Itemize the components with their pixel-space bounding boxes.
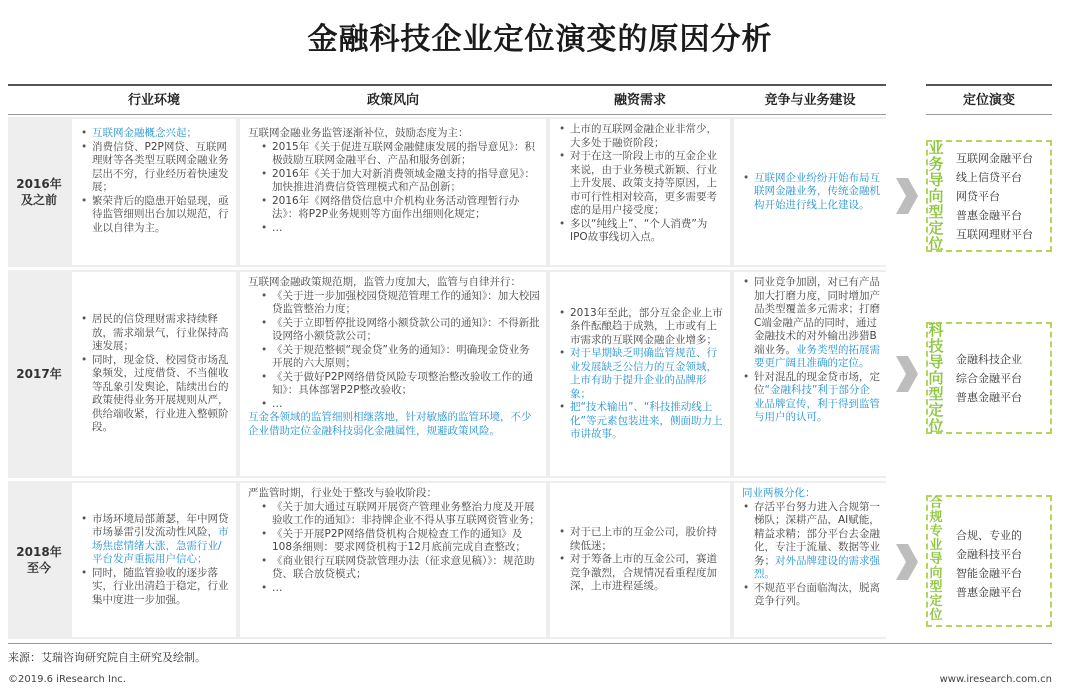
- row-year: 2016年 及之前: [16, 177, 62, 207]
- row-2018-competition: [734, 483, 886, 637]
- row-2017-industry: [72, 272, 236, 476]
- list-item: • 2016年《关于加大对新消费领域金融支持的指导意见》：加快推进消费信贷管理模式和产品创新；: [248, 168, 540, 195]
- positioning-list: [956, 526, 1056, 602]
- list-item: • 消费信贷、P2P网贷、互联网理财等各类型互联网金融业务层出不穷，行业经历着快速发展；: [80, 141, 230, 195]
- positioning-label: 科技导向型定位: [928, 321, 944, 435]
- list-item: • 对于早期缺乏明确监管规范、行业发展缺乏公信力的互金领域，上市有助于提升企业的品牌形象；: [558, 347, 724, 401]
- row-year: 2017年: [16, 367, 62, 381]
- list-item: • 上市的互联网金融企业非常少，大多处于融资阶段；: [558, 123, 724, 150]
- row-2016-competition: [734, 119, 886, 265]
- header-underline-positioning: [926, 114, 1052, 115]
- row-2016-policy: [240, 119, 546, 265]
- list-item: 金融科技企业: [956, 353, 1022, 366]
- policy-intro: 互联网金融政策规范期，监管力度加大，监管与自律并行：: [248, 276, 521, 288]
- list-item: • 《关于进一步加强校园贷规范管理工作的通知》：加大校园贷监管整治力度；: [248, 290, 540, 317]
- list-item: • 同业竞争加剧，对已有产品加大打磨力度，同时增加产品类型覆盖多元需求；打磨C端金融产品的同时，通过金融技术的对外输出涉猎B端业务。业务类型的拓展需要更广阔且准确的定位。: [742, 276, 880, 371]
- list-item: • 存活平台努力进入合规第一梯队；深耕产品，AI赋能，精益求精；部分平台去金融化，专注于流量、数据等业务；对外品牌建设的需求强烈。: [742, 501, 880, 582]
- list-item: 智能金融平台: [956, 567, 1022, 580]
- list-item: • 互联网金融概念兴起；: [80, 127, 230, 141]
- policy-note: 互金各领域的监管细则相继落地，针对敏感的监管环境，不少企业借助定位金融科技弱化金融属性，规避政策风险。: [248, 411, 532, 437]
- competition-intro: 同业两极分化：: [742, 487, 816, 499]
- list-item: 合规、专业的: [956, 529, 1022, 542]
- list-item: • 不规范平台面临淘汰，脱离竞争行列。: [742, 582, 880, 609]
- list-item: • 互联网企业纷纷开始布局互联网金融业务，传统金融机构开始进行线上化建设。: [742, 172, 880, 213]
- list-item: • 针对混乱的现金贷市场，定位“金融科技”利于部分企业品牌宣传，利于得到监管与用户的认可。: [742, 371, 880, 425]
- list-item: 综合金融平台: [956, 372, 1022, 385]
- row-year: 2018年 至今: [16, 545, 62, 575]
- list-item: • 2016年《网络借贷信息中介机构业务活动管理暂行办法》：将P2P业务规则等方面作出细则化规定；: [248, 195, 540, 222]
- row-2017-financing: [550, 272, 730, 476]
- positioning-label: 业务导向型定位: [928, 139, 944, 253]
- list-item: • 多以“纯线上”、“个人消费”为IPO故事线切入点。: [558, 218, 724, 245]
- list-item: • 对于已上市的互金公司，股价持续低迷；: [558, 526, 724, 553]
- list-item: • 2015年《关于促进互联网金融健康发展的指导意见》：积极鼓励互联网金融平台、产品和服务创新；: [248, 141, 540, 168]
- positioning-list: [956, 149, 1056, 244]
- positioning-label: 合规专业导向型定位: [929, 496, 943, 623]
- list-item: • …: [248, 222, 540, 236]
- header-competition: 竞争与业务建设: [764, 93, 856, 108]
- list-item: • 《商业银行互联网贷款管理办法（征求意见稿）》：规范助贷、联合放贷模式；: [248, 555, 540, 582]
- website-link[interactable]: www.iresearch.com.cn: [939, 674, 1052, 685]
- list-item: 普惠金融平台: [956, 586, 1022, 599]
- list-item: • 把“技术输出”、“科技推动线上化”等元素包装进来，侧面助力上市讲故事。: [558, 401, 724, 442]
- list-item: • 《关于开展P2P网络借贷机构合规检查工作的通知》及108条细则：要求网贷机构于12月底前完成自查整改；: [248, 528, 540, 555]
- list-item: • 2013年至此，部分互金企业上市条件酝酿趋于成熟，上市或有上市需求的互联网金融企业增多；: [558, 307, 724, 348]
- policy-intro: 严监管时期，行业处于整改与验收阶段：: [248, 487, 437, 499]
- header-policy: 政策风向: [366, 93, 419, 108]
- header-rule: [8, 84, 886, 86]
- list-item: 互联网理财平台: [956, 228, 1033, 241]
- row-2018-financing: [550, 483, 730, 637]
- arrow-right-icon: [896, 540, 918, 584]
- page-title: 金融科技企业定位演变的原因分析: [307, 22, 773, 57]
- header-industry: 行业环境: [127, 93, 180, 108]
- list-item: 网贷平台: [956, 190, 1000, 203]
- list-item: • 同时，随监管验收的逐步落实，行业出清趋于稳定，行业集中度进一步加强。: [80, 567, 230, 608]
- row-2018-policy: [240, 483, 546, 637]
- list-item: 金融科技平台: [956, 548, 1022, 561]
- row-2016-industry: [72, 119, 236, 265]
- list-item: • 繁荣背后的隐患开始显现，亟待监管细则出台加以规范，行业以自律为主。: [80, 195, 230, 236]
- list-item: 普惠金融平台: [956, 391, 1022, 404]
- list-item: • 《关于做好P2P网络借贷风险专项整治整改验收工作的通知》：具体部署P2P整改验收；: [248, 371, 540, 398]
- list-item: • 对于在这一阶段上市的互金企业来说，由于业务模式新颖、行业上升发展、政策支持等原因，上市可行性相对较高，更多需要考虑的是用户接受度；: [558, 150, 724, 218]
- row-2017-policy: [240, 272, 546, 476]
- positioning-list: [956, 350, 1056, 407]
- list-item: 普惠金融平台: [956, 209, 1022, 222]
- list-item: • 对于筹备上市的互金公司，赛道竞争激烈，合规情况看重程度加深，上市进程延缓。: [558, 553, 724, 594]
- source-note: 来源：艾瑞咨询研究院自主研究及绘制。: [8, 651, 206, 664]
- copyright: ©2019.6 iResearch Inc.: [8, 674, 126, 685]
- arrow-right-icon: [896, 174, 918, 218]
- row-2017-competition: [734, 272, 886, 476]
- list-item: • 《关于加大通过互联网开展资产管理业务整治力度及开展验收工作的通知》：非持牌企业不得从事互联网资管业务；: [248, 501, 540, 528]
- header-underline: [8, 114, 886, 115]
- policy-intro: 互联网金融业务监管逐渐补位，鼓励态度为主：: [248, 127, 469, 139]
- row-2018-industry: [72, 483, 236, 637]
- header-financing: 融资需求: [613, 93, 666, 108]
- list-item: 互联网金融平台: [956, 152, 1033, 165]
- row-2016-financing: [550, 119, 730, 265]
- list-item: • 同时，现金贷、校园贷市场乱象频发，过度借贷、不当催收等乱象引发舆论，陆续出台的政策使得业务开展规则从严，供给端收紧，行业进入整顿阶段。: [80, 354, 230, 435]
- list-item: • 《关于立即暂停批设网络小额贷款公司的通知》：不得新批设网络小额贷款公司；: [248, 317, 540, 344]
- list-item: • …: [248, 582, 540, 596]
- list-item: • 市场环境局部萧瑟，年中网贷市场暴雷引发流动性风险，市场焦虑情绪大涨，急需行业/平台发声重振用户信心；: [80, 513, 230, 567]
- list-item: • …: [248, 398, 540, 412]
- list-item: • 居民的信贷理财需求持续释放，需求端景气，行业保持高速发展；: [80, 313, 230, 354]
- header-rule-positioning: [926, 84, 1052, 86]
- arrow-right-icon: [896, 352, 918, 396]
- footer-rule: [8, 643, 1052, 644]
- list-item: • 《关于规范整顿“现金贷”业务的通知》：明确现金贷业务开展的六大原则；: [248, 344, 540, 371]
- header-positioning: 定位演变: [962, 93, 1015, 108]
- list-item: 线上信贷平台: [956, 171, 1022, 184]
